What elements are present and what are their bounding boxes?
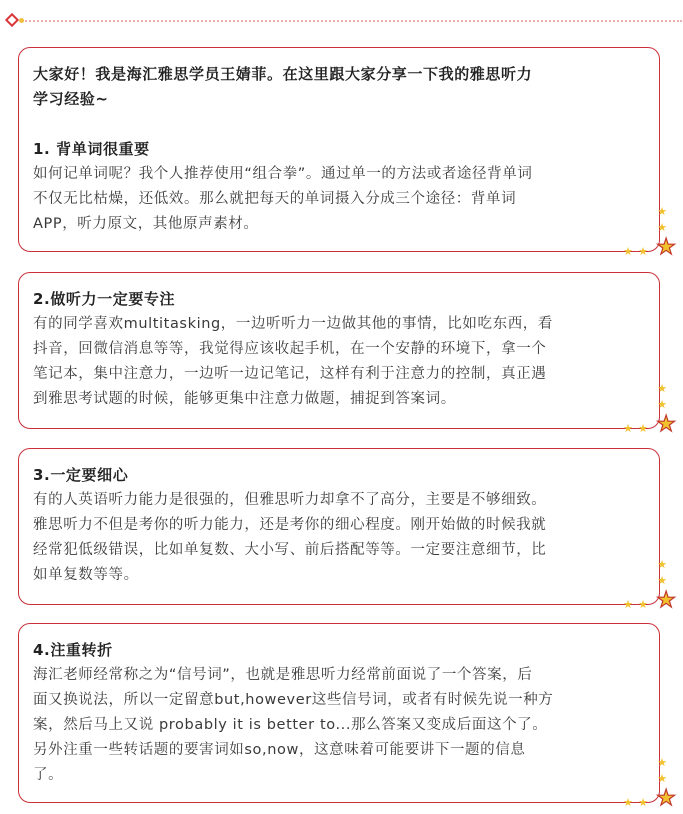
small-star-icon: ★	[657, 772, 667, 785]
paragraph-line: APP，听力原文，其他原声素材。	[33, 216, 259, 232]
paragraph-line: 有的人英语听力能力是很强的，但雅思听力却拿不了高分，主要是不够细致。	[33, 492, 547, 508]
small-star-icon: ★	[657, 756, 667, 769]
blank-line	[33, 112, 645, 137]
section-heading: 1. 背单词很重要	[33, 140, 150, 158]
small-star-icon: ★	[657, 205, 667, 218]
small-star-icon: ★	[623, 422, 633, 435]
section-card	[18, 623, 676, 811]
section-card	[18, 448, 676, 613]
small-star-icon: ★	[623, 245, 633, 258]
paragraph-line: 有的同学喜欢multitasking，一边听听力一边做其他的事情，比如吃东西，看	[33, 316, 553, 332]
dot-icon	[19, 18, 24, 23]
big-star-icon: ★	[656, 235, 676, 260]
small-star-icon: ★	[638, 796, 648, 809]
star-cluster-icon	[609, 193, 679, 263]
paragraph-line: 面又换说法，所以一定留意but,however这些信号词，或者有时候先说一种方	[33, 692, 554, 708]
paragraph-line: 经常犯低级错误，比如单复数、大小写、前后搭配等等。一定要注意细节，比	[33, 542, 547, 558]
star-cluster-icon	[609, 546, 679, 616]
dotted-divider	[22, 20, 682, 22]
section-card	[18, 47, 676, 260]
small-star-icon: ★	[638, 422, 648, 435]
big-star-icon: ★	[656, 786, 676, 811]
paragraph-line: 海汇老师经常称之为“信号词”，也就是雅思听力经常前面说了一个答案，后	[33, 667, 533, 683]
section-card	[18, 272, 676, 437]
paragraph-line: 雅思听力不但是考你的听力能力，还是考你的细心程度。刚开始做的时候我就	[33, 517, 547, 533]
star-cluster-icon	[609, 370, 679, 440]
top-decoration	[0, 0, 683, 40]
small-star-icon: ★	[623, 796, 633, 809]
paragraph-line: 案，然后马上又说 probably it is better to...那么答案又变成后面这个了。	[33, 717, 548, 733]
star-cluster-icon	[609, 744, 679, 814]
section-heading: 学习经验~	[33, 90, 109, 108]
small-star-icon: ★	[657, 558, 667, 571]
section-heading: 3.一定要细心	[33, 466, 129, 484]
paragraph-line: 抖音，回微信消息等等，我觉得应该收起手机，在一个安静的环境下，拿一个	[33, 341, 547, 357]
small-star-icon: ★	[657, 398, 667, 411]
diamond-icon	[5, 13, 19, 27]
section-heading: 大家好！我是海汇雅思学员王婧菲。在这里跟大家分享一下我的雅思听力	[33, 65, 533, 83]
paragraph-line: 另外注重一些转话题的要害词如so,now，这意味着可能要讲下一题的信息	[33, 742, 526, 758]
small-star-icon: ★	[638, 598, 648, 611]
paragraph-line: 如单复数等等。	[33, 567, 139, 583]
small-star-icon: ★	[638, 245, 648, 258]
small-star-icon: ★	[623, 598, 633, 611]
section-heading: 2.做听力一定要专注	[33, 290, 176, 308]
paragraph-line: 了。	[33, 767, 64, 783]
big-star-icon: ★	[656, 588, 676, 613]
big-star-icon: ★	[656, 412, 676, 437]
paragraph-line: 如何记单词呢？我个人推荐使用“组合拳”。通过单一的方法或者途径背单词	[33, 166, 533, 182]
section-heading: 4.注重转折	[33, 641, 113, 659]
small-star-icon: ★	[657, 221, 667, 234]
small-star-icon: ★	[657, 382, 667, 395]
paragraph-line: 笔记本，集中注意力，一边听一边记笔记，这样有利于注意力的控制，真正遇	[33, 366, 547, 382]
paragraph-line: 不仅无比枯燥，还低效。那么就把每天的单词摄入分成三个途径：背单词	[33, 191, 517, 207]
paragraph-line: 到雅思考试题的时候，能够更集中注意力做题，捕捉到答案词。	[33, 391, 456, 407]
small-star-icon: ★	[657, 574, 667, 587]
